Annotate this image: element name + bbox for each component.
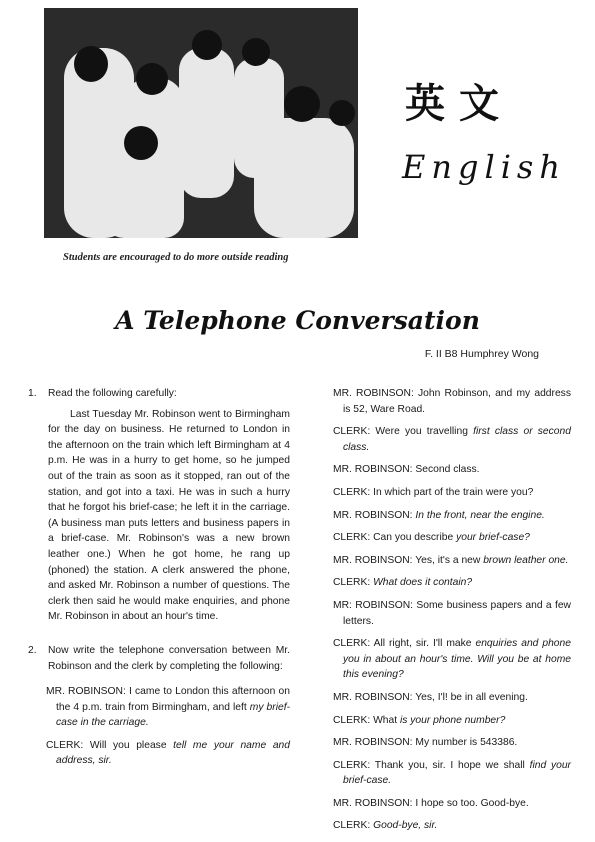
dialogue-completion: In the front, near the engine. — [415, 509, 545, 521]
dialogue-completion: is your phone number? — [399, 714, 506, 726]
dialogue-line — [28, 684, 290, 731]
dialogue-line — [333, 462, 571, 478]
section-instruction: Now write the telephone conversation between Mr. Robinson and the clerk by completing the following: — [48, 644, 290, 672]
dialogue-text: In which part of the train were you? — [373, 486, 534, 498]
dialogue-completion: What does it contain? — [373, 577, 473, 589]
dialogue-text: Yes, I'l! be in all evening. — [415, 691, 528, 703]
dialogue-completion: brown leather one. — [483, 554, 569, 566]
dialogue-completion: my brief-case in the carriage. — [56, 701, 290, 729]
speaker-label: MR. ROBINSON: — [333, 388, 414, 399]
dialogue-text: Some business papers and a few letters. — [343, 599, 571, 627]
section-number: 2. — [28, 644, 37, 656]
dialogue-line — [333, 508, 571, 524]
dialogue-text: I hope so too. Good-bye. — [415, 797, 529, 809]
dialogue-line — [333, 424, 571, 455]
dialogue-completion: first class or second class. — [343, 426, 571, 453]
dialogue-completion: enquiries and phone you in about an hour's time. Will you be at home this evening? — [343, 638, 571, 681]
dialogue-completion: find your brief-case. — [343, 759, 571, 787]
dialogue-text: My number is 543386. — [415, 737, 518, 749]
dialogue-text: I came to London this afternoon on the 4 p.m. train from Birmingham, and left — [56, 686, 290, 713]
speaker-label: MR. ROBINSON: — [46, 686, 126, 698]
dialogue-text: Can you describe — [373, 532, 457, 544]
right-column — [333, 386, 571, 841]
speaker-label: MR. ROBINSON: — [333, 554, 413, 566]
dialogue-text: Thank you, sir. I hope we shall — [374, 759, 530, 771]
dialogue-text: Will you please — [89, 739, 174, 751]
speaker-label: MR. ROBINSON: — [333, 797, 413, 809]
section-1 — [28, 386, 290, 625]
dialogue-line — [333, 598, 571, 629]
speaker-label: CLERK: — [46, 739, 84, 751]
section-2 — [28, 643, 290, 674]
dialogue-line — [333, 553, 571, 569]
dialogue-line — [333, 796, 571, 812]
classroom-photo — [44, 8, 358, 238]
dialogue-line — [333, 530, 571, 546]
section-number: 1. — [28, 388, 37, 399]
photo-caption: Students are encouraged to do more outside reading — [63, 252, 289, 263]
dialogue-completion: your brief-case? — [456, 532, 530, 544]
dialogue-line — [333, 636, 571, 683]
dialogue-text: Were you travelling — [375, 426, 474, 438]
subject-title-english: English — [402, 148, 566, 186]
speaker-label: CLERK: — [333, 486, 371, 498]
dialogue-line — [333, 386, 571, 417]
speaker-label: CLERK: — [333, 759, 371, 771]
dialogue-text: Second class. — [415, 464, 480, 476]
dialogue-line — [333, 818, 571, 834]
dialogue-line — [28, 738, 290, 769]
dialogue-line — [333, 713, 571, 729]
dialogue-text: John Robinson, and my address is 52, Ware Road. — [343, 388, 571, 415]
left-column — [28, 386, 290, 776]
dialogue-completion: Good-bye, sir. — [373, 820, 438, 832]
speaker-label: MR: ROBINSON: — [333, 599, 413, 611]
speaker-label: CLERK: — [333, 820, 371, 832]
dialogue-line — [333, 758, 571, 789]
speaker-label: MR. ROBINSON: — [333, 737, 413, 749]
article-author: F. II B8 Humphrey Wong — [424, 348, 539, 360]
speaker-label: CLERK: — [333, 532, 371, 544]
dialogue-text: All right, sir. I'll make — [373, 638, 476, 650]
dialogue-line — [333, 690, 571, 706]
dialogue-completion: tell me your name and address, sir. — [56, 739, 290, 767]
dialogue-line — [333, 485, 571, 501]
subject-title-chinese: 英文 — [405, 80, 513, 127]
dialogue-text: What — [373, 714, 400, 726]
dialogue-text: Yes, it's a new — [415, 554, 484, 566]
dialogue-left — [28, 684, 290, 769]
article-title: A Telephone Conversation — [115, 306, 480, 335]
speaker-label: MR. ROBINSON: — [333, 691, 413, 703]
dialogue-line — [333, 575, 571, 591]
speaker-label: CLERK: — [333, 714, 371, 726]
speaker-label: CLERK: — [333, 577, 371, 589]
dialogue-line — [333, 735, 571, 751]
speaker-label: CLERK: — [333, 426, 371, 438]
speaker-label: MR. ROBINSON: — [333, 464, 413, 476]
section-instruction: Read the following carefully: — [48, 388, 177, 399]
speaker-label: MR. ROBINSON: — [333, 509, 413, 521]
story-paragraph: Last Tuesday Mr. Robinson went to Birmingham for the day on business. He returned to London in the afternoon on the train which left Birmingham at 4 p.m. He was in a hurry to get home, so he jumped out of the train as soon as it stopped, ran out of the station, and got into a taxi. He was in such a hurry that he forgot his brief-case; he left it in the carriage. (A business man puts letters and business papers in a brief-case. Mr. Robinson's was a new brown leather one.) When he got home, he rang up (phoned) the station. A clerk answered the phone, and asked Mr. Robinson a number of questions. The clerk then said he would make enquiries, and phone Mr. Robinson in about an hour's time. — [48, 408, 290, 623]
speaker-label: CLERK: — [333, 638, 371, 650]
